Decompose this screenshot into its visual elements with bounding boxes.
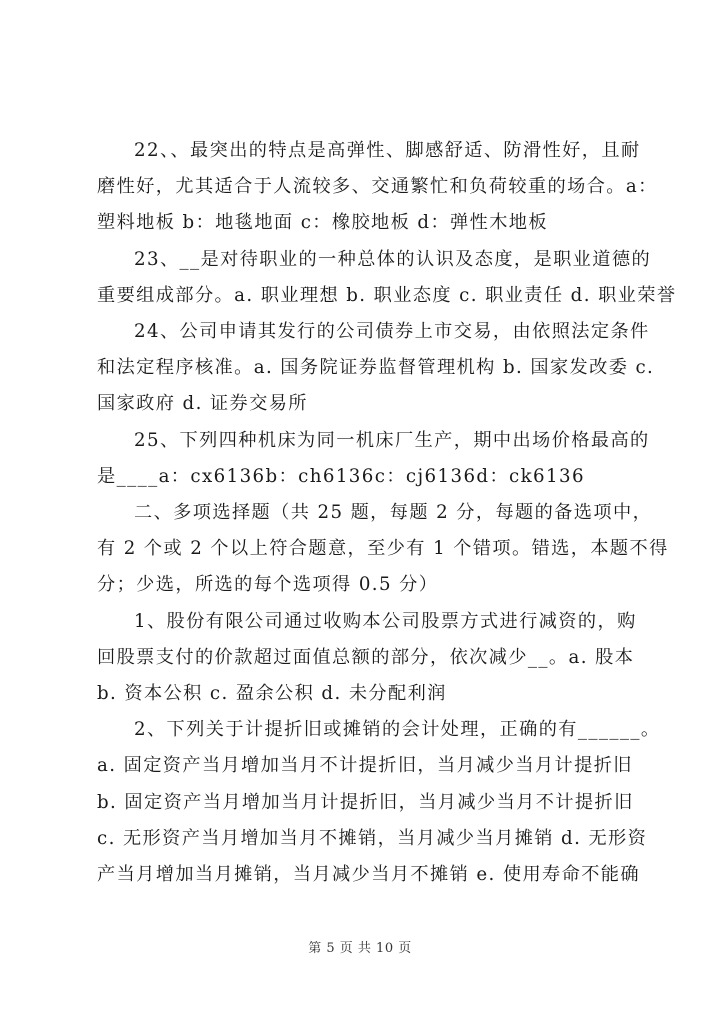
- multi-question-2-line-2: a. 固定资产当月增加当月不计提折旧，当月减少当月计提折旧: [97, 755, 633, 777]
- question-24-line-1: 24、公司申请其发行的公司债券上市交易，由依照法定条件: [134, 321, 650, 343]
- multi-question-2-line-4: c. 无形资产当月增加当月不摊销，当月减少当月摊销 d. 无形资: [97, 827, 648, 849]
- section-2-line-3: 分；少选，所选的每个选项得 0.5 分）: [97, 574, 439, 596]
- section-2-line-1: 二、多项选择题（共 25 题，每题 2 分，每题的备选项中，: [134, 502, 653, 524]
- question-22: [97, 133, 658, 242]
- multi-question-1-line-2: 回股票支付的价款超过面值总额的部分，依次减少__。a. 股本: [97, 646, 635, 668]
- question-25-line-2: 是____a：cx6136b：ch6136c：cj6136d：ck6136: [97, 465, 585, 487]
- section-2-heading: [97, 495, 669, 604]
- question-23-line-1: 23、__是对待职业的一种总体的认识及态度，是职业道德的: [134, 248, 652, 270]
- multi-question-2-line-3: b. 固定资产当月增加当月计提折旧，当月减少当月不计提折旧: [97, 791, 634, 813]
- question-22-line-3: 塑料地板 b：地毯地面 c：橡胶地板 d：弹性木地板: [97, 212, 548, 234]
- multi-question-2: [97, 712, 661, 893]
- question-22-line-2: 磨性好，尤其适合于人流较多、交通繁忙和负荷较重的场合。a：: [97, 176, 658, 198]
- document-page: [97, 133, 677, 893]
- question-22-line-1: 22、、最突出的特点是高弹性、脚感舒适、防滑性好，且耐: [134, 140, 641, 161]
- multi-question-2-line-1: 2、下列关于计提折旧或摊销的会计处理，正确的有______。: [134, 719, 661, 741]
- multi-question-1-line-1: 1、股份有限公司通过收购本公司股票方式进行减资的，购: [134, 610, 637, 632]
- question-25: [97, 423, 650, 495]
- question-23-line-2: 重要组成部分。a. 职业理想 b. 职业态度 c. 职业责任 d. 职业荣誉: [97, 284, 677, 306]
- question-25-line-1: 25、下列四种机床为同一机床厂生产，期中出场价格最高的: [134, 429, 650, 451]
- question-24-line-2: 和法定程序核准。a. 国务院证券监督管理机构 b. 国家发改委 c.: [97, 357, 655, 379]
- multi-question-1: [97, 604, 645, 713]
- question-23: [97, 242, 677, 314]
- question-24: [97, 314, 655, 423]
- section-2-line-2: 有 2 个或 2 个以上符合题意，至少有 1 个错项。错选，本题不得: [97, 538, 669, 560]
- multi-question-1-line-3: b. 资本公积 c. 盈余公积 d. 未分配利润: [97, 683, 447, 705]
- question-24-line-3: 国家政府 d. 证券交易所: [97, 393, 308, 415]
- multi-question-2-line-5: 产当月增加当月摊销，当月减少当月不摊销 e. 使用寿命不能确: [97, 864, 640, 886]
- page-footer: 第 5 页 共 10 页: [308, 941, 412, 956]
